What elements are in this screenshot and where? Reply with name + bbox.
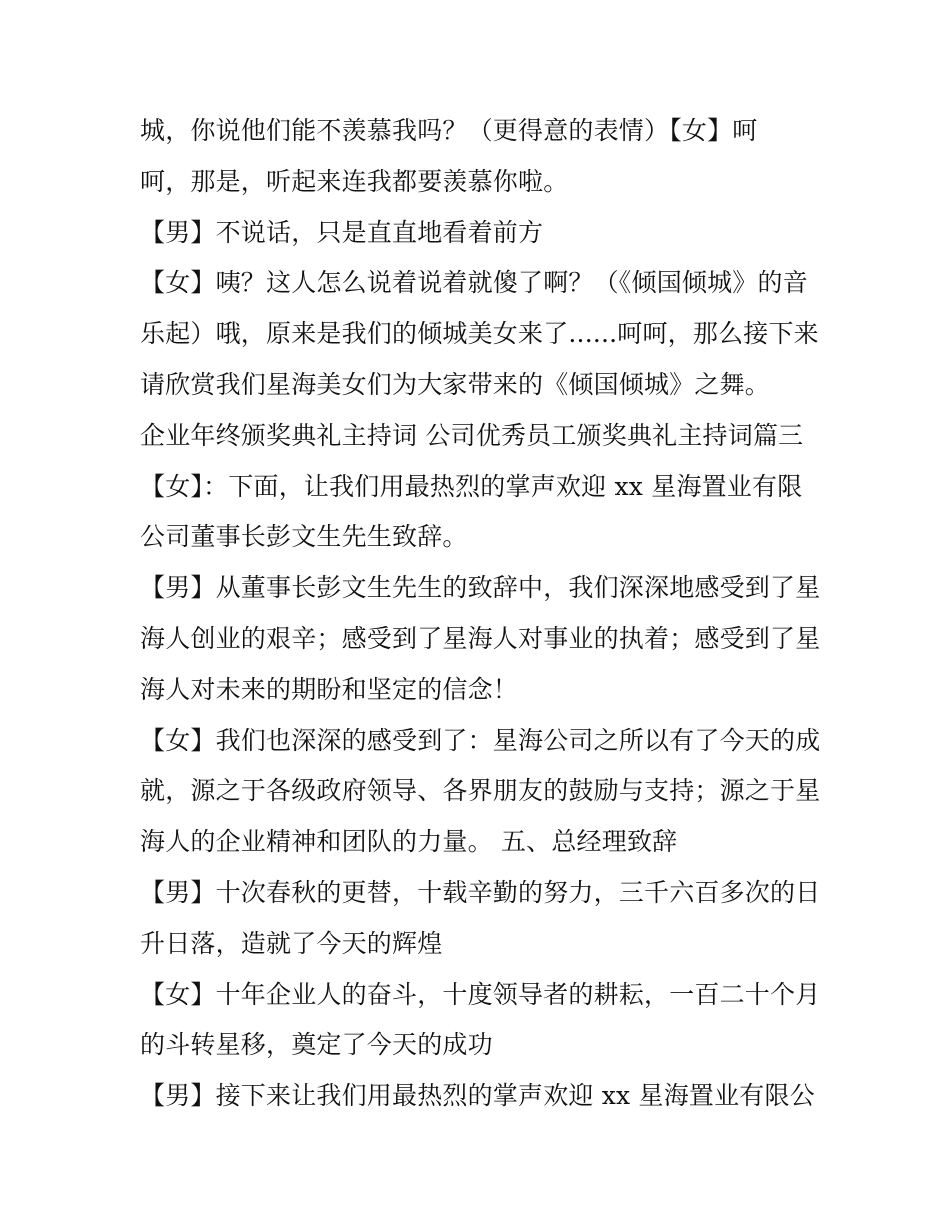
text-line: 【女】我们也深深的感受到了：星海公司之所以有了今天的成 — [140, 725, 820, 755]
text-line: 乐起）哦，原来是我们的倾城美女来了......呵呵，那么接下来 — [140, 319, 819, 349]
text-line: 【男】不说话，只是直直地看着前方 — [140, 217, 544, 247]
text-line: 【女】十年企业人的奋斗，十度领导者的耕耘，一百二十个月 — [140, 979, 820, 1009]
text-line: 【男】从董事长彭文生先生的致辞中，我们深深地感受到了星 — [140, 573, 820, 603]
text-line: 【女】：下面，让我们用最热烈的掌声欢迎 xx 星海置业有限 — [140, 471, 803, 501]
text-line: 就，源之于各级政府领导、各界朋友的鼓励与支持；源之于星 — [140, 776, 820, 806]
text-line: 海人对未来的期盼和坚定的信念！ — [140, 674, 519, 704]
text-line: 海人创业的艰辛；感受到了星海人对事业的执着；感受到了星 — [140, 623, 820, 653]
text-line: 海人的企业精神和团队的力量。 五、总经理致辞 — [140, 827, 678, 857]
text-line: 升日落，造就了今天的辉煌 — [140, 928, 443, 958]
text-line: 城，你说他们能不羡慕我吗？（更得意的表情）【女】呵 — [140, 116, 758, 145]
text-line: 呵，那是，听起来连我都要羡慕你啦。 — [140, 166, 569, 196]
text-line: 【男】接下来让我们用最热烈的掌声欢迎 xx 星海置业有限公 — [140, 1081, 815, 1111]
document-body — [140, 106, 820, 1122]
text-line: 【男】十次春秋的更替，十载辛勤的努力，三千六百多次的日 — [140, 877, 820, 907]
text-line: 的斗转星移，奠定了今天的成功 — [140, 1030, 493, 1060]
text-line: 公司董事长彭文生先生致辞。 — [140, 522, 468, 552]
text-line: 【女】咦？这人怎么说着说着就傻了啊？（《倾国倾城》的音 — [140, 268, 808, 298]
text-line: 请欣赏我们星海美女们为大家带来的《倾国倾城》之舞。 — [140, 369, 771, 399]
section-heading: 企业年终颁奖典礼主持词 公司优秀员工颁奖典礼主持词篇三 — [140, 420, 804, 450]
